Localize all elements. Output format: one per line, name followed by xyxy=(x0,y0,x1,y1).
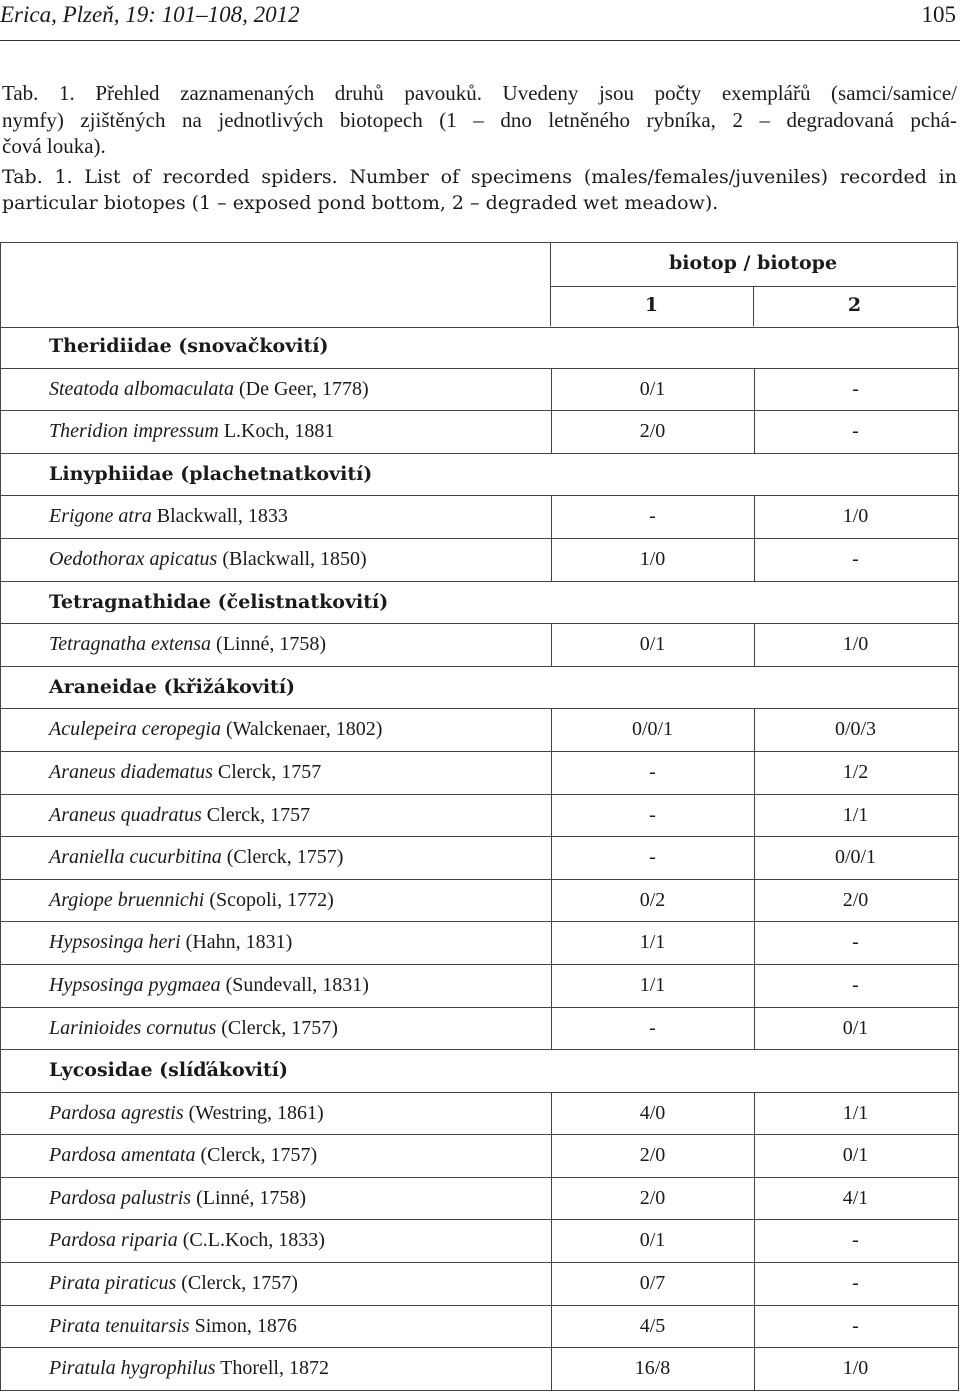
species-name xyxy=(49,804,310,827)
biotope-2-count: 0/1 xyxy=(842,1016,869,1039)
family-row xyxy=(0,326,959,369)
biotope-1-count: 2/0 xyxy=(639,1186,666,1209)
species-author: (C.L.Koch, 1833) xyxy=(177,1229,325,1252)
biotope-1-count: - xyxy=(649,760,656,783)
biotope-1-count: 2/0 xyxy=(639,420,666,443)
species-binomial: Steatoda albomaculata xyxy=(49,377,234,400)
biotope-1-count: - xyxy=(649,846,656,869)
biotope-2-count: 0/1 xyxy=(842,1144,869,1167)
biotope-1-count: - xyxy=(649,1016,656,1039)
table-body xyxy=(0,326,960,1391)
species-author: Clerck, 1757 xyxy=(201,803,311,826)
biotope-2-count: 0/0/3 xyxy=(834,718,877,741)
family-name: Theridiidae (snovačkovití) xyxy=(49,335,329,357)
species-name xyxy=(49,761,321,784)
table-row xyxy=(0,709,959,752)
family-row xyxy=(0,454,959,497)
species-binomial: Pirata tenuitarsis xyxy=(49,1314,190,1337)
species-binomial: Araneus quadratus xyxy=(49,803,202,826)
biotope-1-count: 2/0 xyxy=(639,1144,666,1167)
biotope-1-count: 4/0 xyxy=(639,1101,666,1124)
table-row xyxy=(0,1135,959,1178)
species-name xyxy=(49,420,334,443)
biotope-2-count: - xyxy=(852,931,859,954)
species-author: (Clerck, 1757) xyxy=(195,1144,318,1167)
biotope-header: biotop / biotope xyxy=(668,252,838,274)
table-row xyxy=(0,965,959,1008)
biotope-1-count: - xyxy=(649,505,656,528)
biotope-1-count: - xyxy=(649,803,656,826)
family-row xyxy=(0,582,959,625)
species-name xyxy=(49,548,367,571)
species-author: (Hahn, 1831) xyxy=(180,931,293,954)
biotope-1-count: 1/0 xyxy=(639,547,666,570)
biotope-1-count: 1/1 xyxy=(639,973,666,996)
species-author: Thorell, 1872 xyxy=(215,1357,329,1380)
biotope-1-count: 0/1 xyxy=(639,1229,666,1252)
species-binomial: Pirata piraticus xyxy=(49,1272,177,1295)
species-name xyxy=(49,505,288,528)
species-name xyxy=(49,378,369,401)
species-author: (Walckenaer, 1802) xyxy=(220,718,383,741)
species-binomial: Hypsosinga heri xyxy=(49,931,181,954)
table-row xyxy=(0,752,959,795)
table-row xyxy=(0,1348,959,1391)
table-row xyxy=(0,1306,959,1349)
species-binomial: Theridion impressum xyxy=(49,420,219,443)
species-binomial: Tetragnatha extensa xyxy=(49,633,212,656)
biotope-1-count: 0/1 xyxy=(639,377,666,400)
species-author: (Westring, 1861) xyxy=(183,1101,324,1124)
species-name xyxy=(49,1187,306,1210)
biotope-1-count: 1/1 xyxy=(639,931,666,954)
table-row xyxy=(0,922,959,965)
table-row xyxy=(0,1093,959,1136)
species-author: Blackwall, 1833 xyxy=(151,505,288,528)
biotope-2-count: 1/0 xyxy=(842,505,869,528)
species-binomial: Hypsosinga pygmaea xyxy=(49,973,221,996)
species-binomial: Erigone atra xyxy=(49,505,152,528)
species-author: (Clerck, 1757) xyxy=(216,1016,338,1039)
species-binomial: Araneus diadematus xyxy=(49,760,213,783)
table-row xyxy=(0,1263,959,1306)
species-binomial: Araniella cucurbitina xyxy=(49,846,222,869)
biotope-2-count: 1/1 xyxy=(842,1101,869,1124)
biotope-1-count: 16/8 xyxy=(634,1357,671,1380)
table-row xyxy=(0,1008,959,1051)
biotope-2-count: - xyxy=(852,547,859,570)
biotope-2-count: 0/0/1 xyxy=(834,846,877,869)
family-name: Lycosidae (slíďákovití) xyxy=(49,1059,288,1082)
species-author: (Clerck, 1757) xyxy=(221,846,344,869)
table-row xyxy=(0,880,959,923)
caption-cz-line: čová louka). xyxy=(2,134,106,158)
caption-cz-line: Tab. 1. Přehled zaznamenaných druhů pavouků. Uvedeny jsou počty exemplářů (samci/samice/ xyxy=(2,81,957,105)
table-row xyxy=(0,837,959,880)
species-author: (De Geer, 1778) xyxy=(233,377,369,400)
species-binomial: Pardosa palustris xyxy=(49,1186,192,1209)
species-author: (Linné, 1758) xyxy=(211,633,327,656)
biotope-2-count: 1/2 xyxy=(842,760,869,783)
biotope-2-count: 2/0 xyxy=(842,888,869,911)
biotope-2-count: - xyxy=(852,1314,859,1337)
species-name xyxy=(49,1272,298,1295)
biotope-2-count: 1/0 xyxy=(842,633,869,656)
species-name xyxy=(49,718,382,741)
species-binomial: Larinioides cornutus xyxy=(49,1016,217,1039)
biotope-2-count: - xyxy=(852,420,859,443)
species-binomial: Oedothorax apicatus xyxy=(49,547,218,570)
table-row xyxy=(0,496,959,539)
family-name: Tetragnathidae (čelistnatkovití) xyxy=(49,590,389,613)
caption-cz-line: nymfy) zjištěných na jednotlivých biotopech (1 – dno letněného rybníka, 2 – degradovaná pchá- xyxy=(2,107,957,132)
table-row xyxy=(0,624,959,667)
species-name xyxy=(49,1229,325,1252)
table-row xyxy=(0,539,959,582)
species-author: Simon, 1876 xyxy=(189,1314,297,1337)
journal-citation: Erica, Plzeň, 19: 101–108, 2012 xyxy=(0,2,300,27)
species-name xyxy=(49,633,326,656)
species-name xyxy=(49,1017,338,1040)
species-name xyxy=(49,1144,317,1167)
species-binomial: Argiope bruennichi xyxy=(49,888,205,911)
page-header xyxy=(0,0,960,40)
biotope-2-count: - xyxy=(852,1272,859,1295)
table-row xyxy=(0,411,959,454)
family-row xyxy=(0,1050,959,1093)
species-name xyxy=(49,974,369,997)
biotope-2-count: 4/1 xyxy=(842,1186,869,1209)
biotope-1-header: 1 xyxy=(644,294,659,316)
caption-english xyxy=(2,165,957,216)
species-author: (Scopoli, 1772) xyxy=(204,888,334,911)
header-rule xyxy=(0,40,960,41)
species-author: (Sundevall, 1831) xyxy=(220,973,369,996)
family-name: Araneidae (křižákovití) xyxy=(49,675,296,698)
biotope-2-count: - xyxy=(852,1229,859,1252)
biotope-1-count: 0/2 xyxy=(639,888,666,911)
species-name xyxy=(49,846,343,869)
page-number: 105 xyxy=(921,2,956,27)
table-row xyxy=(0,795,959,838)
table-row xyxy=(0,1178,959,1221)
caption-czech xyxy=(2,80,957,160)
biotope-2-header: 2 xyxy=(847,294,862,316)
biotope-1-count: 0/1 xyxy=(639,633,666,656)
biotope-2-count: 1/0 xyxy=(842,1357,869,1380)
species-name xyxy=(49,931,292,954)
species-author: (Linné, 1758) xyxy=(191,1186,307,1209)
species-author: (Blackwall, 1850) xyxy=(217,547,367,570)
biotope-2-count: - xyxy=(852,377,859,400)
species-name xyxy=(49,1102,324,1125)
table-row xyxy=(0,1220,959,1263)
biotope-1-count: 0/0/1 xyxy=(631,718,674,741)
species-binomial: Pardosa riparia xyxy=(49,1229,178,1252)
family-name: Linyphiidae (plachetnatkovití) xyxy=(49,462,373,485)
species-binomial: Aculepeira ceropegia xyxy=(49,718,221,741)
species-name xyxy=(49,1315,297,1338)
caption-en-line: Tab. 1. List of recorded spiders. Number of specimens (males/females/juveniles) recorded in xyxy=(2,166,957,188)
biotope-2-count: - xyxy=(852,973,859,996)
caption-en-line: particular biotopes (1 – exposed pond bottom, 2 – degraded wet meadow). xyxy=(2,191,719,214)
biotope-1-count: 0/7 xyxy=(639,1272,666,1295)
species-author: Clerck, 1757 xyxy=(212,760,322,783)
species-binomial: Piratula hygrophilus xyxy=(49,1357,216,1380)
species-binomial: Pardosa agrestis xyxy=(49,1101,184,1124)
species-name xyxy=(49,889,334,912)
family-row xyxy=(0,667,959,710)
species-name xyxy=(49,1357,329,1380)
biotope-1-count: 4/5 xyxy=(639,1314,666,1337)
species-author: L.Koch, 1881 xyxy=(218,420,335,443)
species-binomial: Pardosa amentata xyxy=(49,1144,196,1167)
biotope-2-count: 1/1 xyxy=(842,803,869,826)
table-row xyxy=(0,369,959,412)
species-author: (Clerck, 1757) xyxy=(176,1272,298,1295)
